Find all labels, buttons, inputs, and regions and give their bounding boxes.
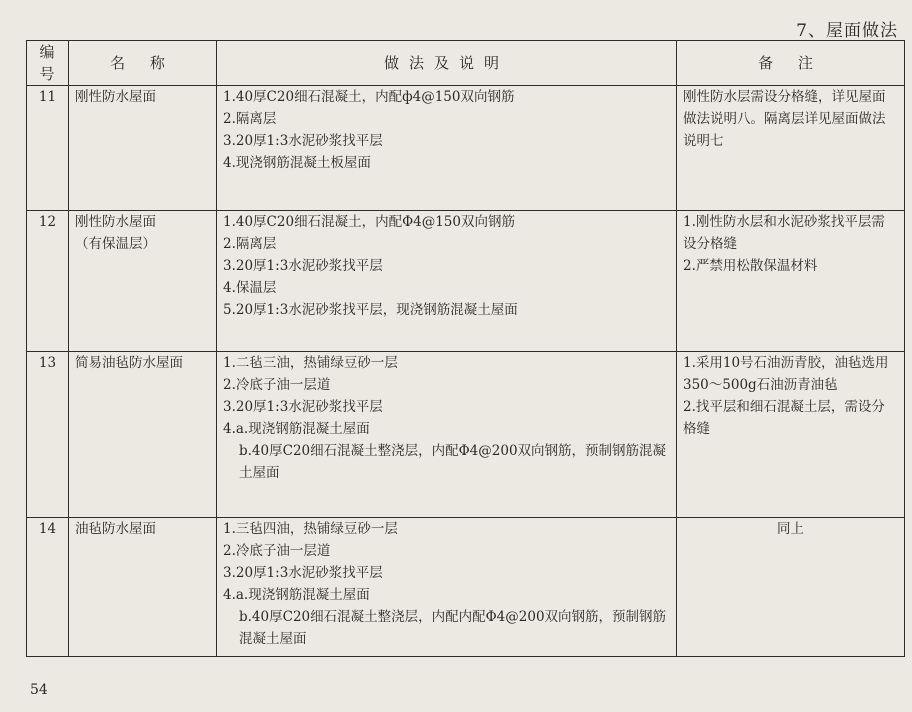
name-line: （有保温层） xyxy=(75,236,156,252)
name-line: 刚性防水屋面 xyxy=(75,214,156,230)
method-line: 3.20厚1:3水泥砂浆找平层 xyxy=(223,133,383,149)
table-row xyxy=(27,86,905,211)
method-line: 5.20厚1:3水泥砂浆找平层，现浇钢筋混凝土屋面 xyxy=(223,302,518,318)
method-line: 1.三毡四油，热铺绿豆砂一层 xyxy=(223,521,398,537)
row-name xyxy=(69,352,217,518)
table-row xyxy=(27,352,905,518)
header-row xyxy=(27,41,905,86)
page-number: 54 xyxy=(30,682,48,698)
header-note: 备 注 xyxy=(677,41,905,86)
method-line: 1.40厚C20细石混凝土，内配Φ4@150双向钢筋 xyxy=(223,214,515,230)
method-line: 1.二毡三油，热铺绿豆砂一层 xyxy=(223,355,398,371)
name-line: 刚性防水屋面 xyxy=(75,89,156,105)
method-line: 4.a.现浇钢筋混凝土屋面 xyxy=(223,421,370,437)
note-line: 2.严禁用松散保温材料 xyxy=(683,258,818,274)
method-line: 2.冷底子油一层道 xyxy=(223,377,331,393)
row-name xyxy=(69,518,217,657)
method-line: 1.40厚C20细石混凝土，内配ф4@150双向钢筋 xyxy=(223,89,515,105)
method-line: 2.冷底子油一层道 xyxy=(223,543,331,559)
method-line: 3.20厚1:3水泥砂浆找平层 xyxy=(223,399,383,415)
note-line: 同上 xyxy=(777,521,804,537)
row-no: 11 xyxy=(27,86,69,211)
row-method xyxy=(217,86,677,211)
row-name xyxy=(69,86,217,211)
roof-spec-table xyxy=(26,40,905,657)
method-line: 2.隔离层 xyxy=(223,111,277,127)
header-no: 编号 xyxy=(27,41,69,86)
table-row xyxy=(27,211,905,352)
note-line: 2.找平层和细石混凝土层，需设分格缝 xyxy=(683,399,885,437)
row-no: 13 xyxy=(27,352,69,518)
row-no: 12 xyxy=(27,211,69,352)
section-title: 7、屋面做法 xyxy=(796,21,898,41)
row-note xyxy=(677,211,905,352)
name-line: 油毡防水屋面 xyxy=(75,521,156,537)
row-method xyxy=(217,518,677,657)
note-line: 刚性防水层需设分格缝，详见屋面做法说明八。隔离层详见屋面做法说明七 xyxy=(683,89,886,149)
method-line: b.40厚C20细石混凝土整浇层，内配Φ4@200双向钢筋，预制钢筋混凝土屋面 xyxy=(239,443,667,481)
name-line: 简易油毡防水屋面 xyxy=(75,355,183,371)
row-name xyxy=(69,211,217,352)
header-method: 做法及说明 xyxy=(217,41,677,86)
note-line: 1.采用10号石油沥青胶，油毡选用350～500g石油沥青油毡 xyxy=(683,355,889,393)
method-line: 4.保温层 xyxy=(223,280,277,296)
header-name: 名 称 xyxy=(69,41,217,86)
method-line: b.40厚C20细石混凝土整浇层，内配内配Φ4@200双向钢筋，预制钢筋混凝土屋面 xyxy=(239,609,667,647)
row-no: 14 xyxy=(27,518,69,657)
method-line: 3.20厚1:3水泥砂浆找平层 xyxy=(223,565,383,581)
row-note xyxy=(677,518,905,657)
method-line: 4.a.现浇钢筋混凝土屋面 xyxy=(223,587,370,603)
method-line: 3.20厚1:3水泥砂浆找平层 xyxy=(223,258,383,274)
method-line: 2.隔离层 xyxy=(223,236,277,252)
row-note xyxy=(677,86,905,211)
table-row xyxy=(27,518,905,657)
row-method xyxy=(217,211,677,352)
method-line: 4.现浇钢筋混凝土板屋面 xyxy=(223,155,371,171)
note-line: 1.刚性防水层和水泥砂浆找平层需设分格缝 xyxy=(683,214,885,252)
row-note xyxy=(677,352,905,518)
row-method xyxy=(217,352,677,518)
